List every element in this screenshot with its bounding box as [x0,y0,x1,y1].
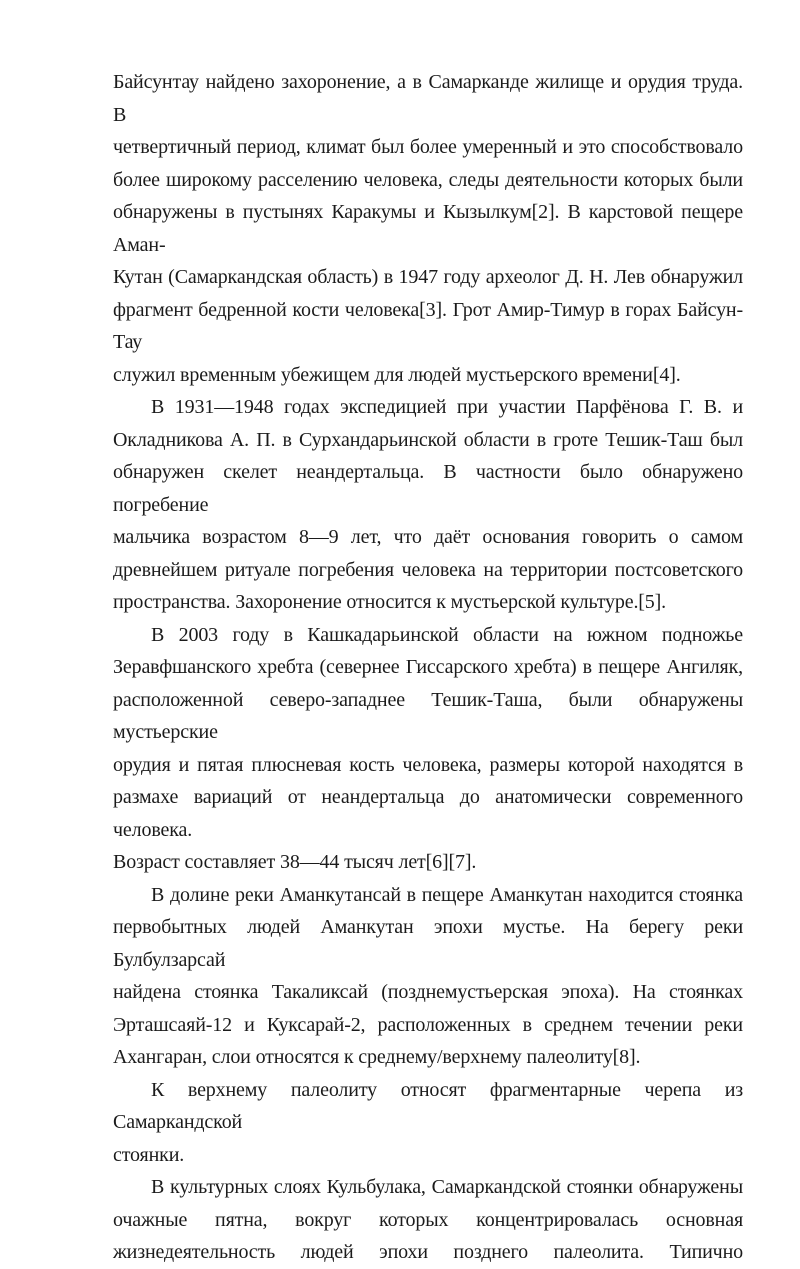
text-line: очажные пятна, вокруг которых концентрировалась основная [113,1208,743,1231]
text-line: пространства. Захоронение относится к мустьерской культуре.[5]. [113,591,667,613]
text-line: первобытных людей Аманкутан эпохи мустье. На берегу реки Булбулзарсай [113,916,743,971]
text-line: Кутан (Самаркандская область) в 1947 году археолог Д. Н. Лев обнаружил [113,266,743,288]
text-line: фрагмент бедренной кости человека[3]. Грот Амир-Тимур в горах Байсун-Тау [113,298,743,353]
text-line: Окладникова А. П. в Сурхандарьинской области в гроте Тешик-Таш был [113,428,743,451]
text-line: В 2003 году в Кашкадарьинской области на южном подножье [151,623,743,646]
text-line: расположенной северо-западнее Тешик-Таша, были обнаружены мустьерские [113,688,743,743]
text-line: орудия и пятая плюсневая кость человека, размеры которой находятся в [113,753,743,776]
text-line: размахе вариаций от неандертальца до анатомически современного человека. [113,786,743,841]
text-line: Ахангаран, слои относятся к среднему/верхнему палеолиту[8]. [113,1046,641,1068]
text-line: К верхнему палеолиту относят фрагментарные черепа из Самаркандской [113,1078,743,1133]
text-line: служил временным убежищем для людей мустьерского времени[4]. [113,363,681,386]
text-line: стоянки. [113,1143,185,1166]
paragraph [113,66,743,391]
text-line: четвертичный период, климат был более умеренный и это способствовало [113,136,743,158]
text-line: древнейшем ритуале погребения человека на территории постсоветского [113,558,743,581]
paragraph [113,1074,743,1172]
text-line: обнаружены в пустынях Каракумы и Кызылкум[2]. В карстовой пещере Аман- [113,201,743,256]
paragraph [113,1171,743,1269]
paragraph [113,879,743,1074]
text-line: В 1931—1948 годах экспедицией при участии Парфёнова Г. В. и [151,396,743,418]
text-line: найдена стоянка Такаликсай (позднемустьерская эпоха). На стоянках [113,981,743,1003]
text-line: Возраст составляет 38—44 тысяч лет[6][7]. [113,851,477,873]
paragraph [113,619,743,879]
text-line: более широкому расселению человека, следы деятельности которых были [113,168,743,191]
text-line: Эрташсаяй-12 и Куксарай-2, расположенных в среднем течении реки [113,1013,743,1036]
text-line: Байсунтау найдено захоронение, а в Самарканде жилище и орудия труда. В [113,71,743,126]
text-line: жизнедеятельность людей эпохи позднего палеолита. Типично [113,1241,743,1263]
text-line: обнаружен скелет неандертальца. В частности было обнаружено погребение [113,461,743,516]
paragraph [113,391,743,619]
text-block [113,66,743,1269]
text-line: мальчика возрастом 8—9 лет, что даёт основания говорить о самом [113,526,743,548]
text-line: В культурных слоях Кульбулака, Самаркандской стоянки обнаружены [151,1176,743,1198]
text-line: В долине реки Аманкутансай в пещере Аманкутан находится стоянка [151,883,743,906]
text-line: Зеравфшанского хребта (севернее Гиссарского хребта) в пещере Ангиляк, [113,656,743,678]
